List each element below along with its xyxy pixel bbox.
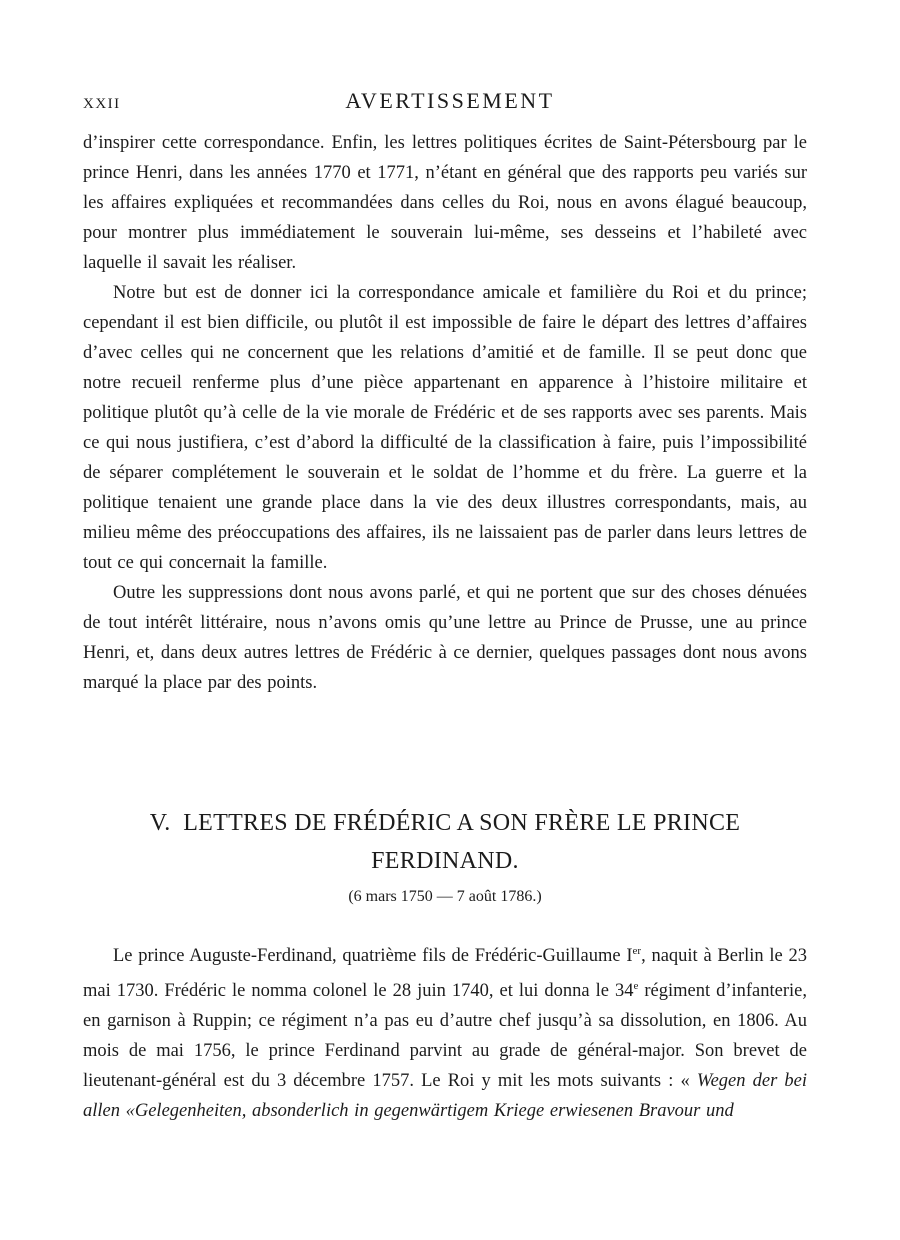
section-heading	[83, 804, 807, 880]
paragraph-correspondence: Notre but est de donner ici la correspondance amicale et familière du Roi et du prince; cependant il est bien difficile, ou plutôt il est impossible de faire le départ des lettres d’affaires d’avec celles qui ne concernent que les relations d’amitié et de famille. Il se peut donc que notre recueil renferme plus d’une pièce appartenant en apparence à l’histoire militaire et politique plutôt qu’à celle de la vie morale de Frédéric et de ses rapports avec ses parents. Mais ce qui nous justifiera, c’est d’abord la difficulté de la classification à faire, puis l’impossibilité de séparer complétement le souverain et le soldat de l’homme et du frère. La guerre et la politique tenaient une grande place dans la vie des deux illustres correspondants, mais, au milieu même des préoccupations des affaires, ils ne laissaient pas de parler dans leurs lettres de tout ce qui concernait la famille.	[83, 283, 807, 573]
section-dates: (6 mars 1750 — 7 août 1786.)	[348, 888, 542, 905]
running-head	[0, 88, 900, 118]
section-title-line-2: FERDINAND.	[371, 848, 519, 874]
text-run: Le prince Auguste-Ferdinand, quatrième fils de Frédéric-Guillaume I	[113, 946, 633, 967]
running-title: AVERTISSEMENT	[345, 88, 555, 113]
text-run: régiment d’infanterie, en garnison à Ruppin; ce régiment n’a pas eu d’autre chef jusqu’à sa dissolution, en 1806. Au mois de mai 1756, le prince Ferdinand parvint au grade de général-major. Son brevet de lieutenant-général est du 3 décembre 1757. Le Roi y mit les mots suivants : «	[83, 981, 807, 1092]
text-run: , naquit à Berlin le 23 mai 1730. Frédéric le nomma colonel le 28 juin 1740, et lui donna le 34	[83, 946, 807, 1002]
paragraph-ferdinand	[83, 936, 807, 1126]
section-title-line-1: V. LETTRES DE FRÉDÉRIC A SON FRÈRE LE PRINCE	[149, 810, 741, 836]
ferdinand-text	[83, 936, 807, 1126]
superscript-er: er	[632, 945, 642, 957]
paragraph-continued: d’inspirer cette correspondance. Enfin, les lettres politiques écrites de Saint-Pétersbourg par le prince Henri, dans les années 1770 et 1771, n’étant en général que des rapports peu variés sur les affaires expliquées et recommandées dans celles du Roi, nous en avons élagué beaucoup, pour montrer plus immédiatement le souverain lui-même, ses desseins et l’habileté avec laquelle il savait les réaliser.	[83, 133, 807, 273]
avertissement-text	[83, 128, 807, 698]
paragraph-suppressions: Outre les suppressions dont nous avons parlé, et qui ne portent que sur des choses dénuées de tout intérêt littéraire, nous n’avons omis qu’une lettre au Prince de Prusse, une au prince Henri, et, dans deux autres lettres de Frédéric à ce dernier, quelques passages dont nous avons marqué la place par des points.	[83, 583, 807, 693]
superscript-e: e	[633, 980, 639, 993]
german-quotation: Wegen der bei allen «Gelegenheiten, absonderlich in gegenwärtigem Kriege erwiesenen Bravour und	[83, 1071, 807, 1122]
page-number: XXII	[83, 96, 121, 112]
